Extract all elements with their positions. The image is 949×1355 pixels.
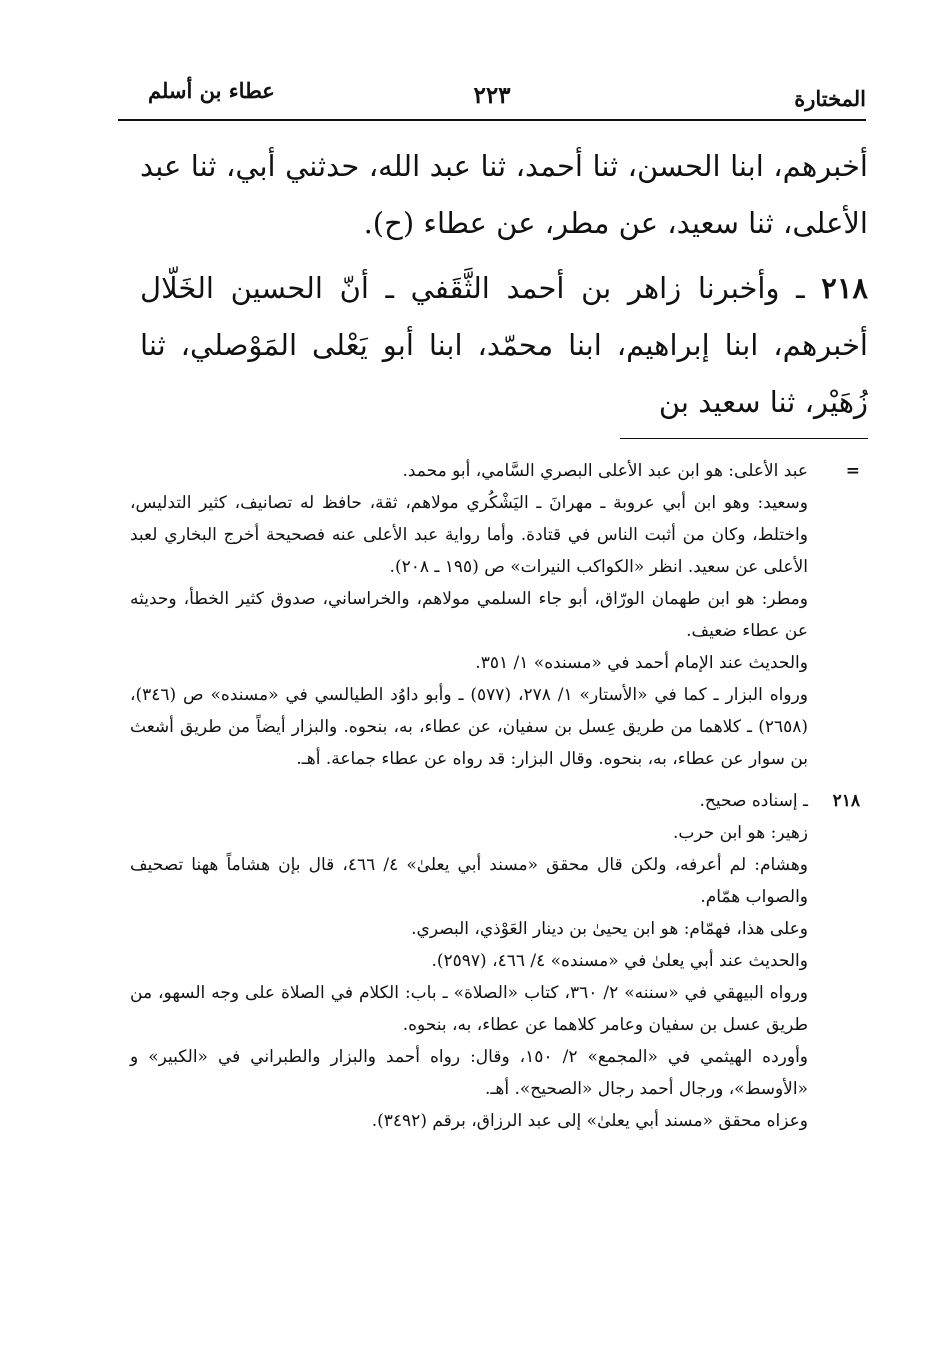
- main-text: [140, 138, 868, 439]
- footnote-line: زهير: هو ابن حرب.: [672, 823, 808, 843]
- footnote-line: والحديث عند أبي يعلىٰ في «مسنده» ٤/ ٤٦٦، (٢٥٩٧).: [431, 951, 808, 971]
- footnote-line: ومطر: هو ابن طهمان الورّاق، أبو جاء السلمي مولاهم، والخراساني، صدوق كثير الخطأ، وحديثه عن عطاء ضعيف.: [130, 589, 808, 641]
- footnote-continued: [130, 455, 860, 775]
- hadith-text: ـ وأخبرنا زاهر بن أحمد الثَّقَفي ـ أنّ الحسين الخَلّال أخبرهم، ابنا إبراهيم، ابنا محمّد، ابنا أبو يَعْلى المَوْصلي، ثنا زُهَيْر، ثنا سعيد بن: [140, 271, 868, 419]
- page-number: ٢٢٣: [473, 82, 511, 109]
- footnote-line: والحديث عند الإمام أحمد في «مسنده» ١/ ٣٥١.: [475, 653, 808, 673]
- footnote-line: وهشام: لم أعرفه، ولكن قال محقق «مسند أبي يعلىٰ» ٤/ ٤٦٦، قال بإن هشاماً ههنا تصحيف والصواب همّام.: [130, 855, 808, 907]
- footnote-line: ـ إسناده صحيح.: [699, 791, 808, 811]
- footnotes: [130, 455, 860, 1137]
- footnote-line: وسعيد: وهو ابن أبي عروبة ـ مهرانَ ـ اليَشْكُري مولاهم، ثقة، حافظ له تصانيف، كثير التدليس، واختلط، وكان من أثبت الناس في قتادة. وأما رواية عبد الأعلى عنه فصحيحة أخرج البخاري لعبد الأعلى عن سعيد. انظر «الكواكب النيرات» ص (١٩٥ ـ ٢٠٨).: [130, 493, 808, 577]
- header-rule: [118, 119, 866, 121]
- chapter-title: عطاء بن أسلم: [148, 78, 275, 103]
- footnote-line: وعزاه محقق «مسند أبي يعلىٰ» إلى عبد الرزاق، برقم (٣٤٩٢).: [371, 1111, 808, 1131]
- footnote-line: وعلى هذا، فهمّام: هو ابن يحيىٰ بن دينار العَوْذي، البصري.: [411, 919, 808, 939]
- footnote-line: ورواه البزار ـ كما في «الأستار» ١/ ٢٧٨، (٥٧٧) ـ وأبو داوُد الطيالسي في «مسنده» ص (٣٤٦)، (٢٦٥٨) ـ كلاهما من طريق عِسل بن سفيان، عن عطاء، به، بنحوه. والبزار أيضاً من طريق أشعث بن سوار عن عطاء، به، بنحوه. وقال البزار: قد رواه عن عطاء جماعة. أهـ.: [130, 685, 808, 769]
- footnote-separator: [620, 438, 868, 439]
- running-header: [118, 74, 866, 118]
- footnote-line: ورواه البيهقي في «سننه» ٢/ ٣٦٠، كتاب «الصلاة» ـ باب: الكلام في الصلاة على وجه السهو، من طريق عسل بن سفيان وعامر كلاهما عن عطاء، به، بنحوه.: [130, 983, 808, 1035]
- footnote-number: ٢١٨: [832, 791, 860, 811]
- continuation-marker: =: [845, 461, 860, 481]
- footnote-line: وأورده الهيثمي في «المجمع» ٢/ ١٥٠، وقال: رواه أحمد والبزار والطبراني في «الكبير» و «الأوسط»، ورجال أحمد رجال «الصحيح». أهـ.: [130, 1047, 809, 1099]
- hadith-paragraph: [140, 260, 868, 431]
- footnote-line: عبد الأعلى: هو ابن عبد الأعلى البصري السَّامي، أبو محمد.: [402, 461, 808, 481]
- hadith-number: ٢١٨: [821, 271, 868, 305]
- book-title: المختارة: [794, 86, 866, 111]
- main-paragraph: أخبرهم، ابنا الحسن، ثنا أحمد، ثنا عبد الله، حدثني أبي، ثنا عبد الأعلى، ثنا سعيد، عن مطر، عن عطاء (ح).: [140, 149, 868, 240]
- footnote-218: [130, 785, 860, 1137]
